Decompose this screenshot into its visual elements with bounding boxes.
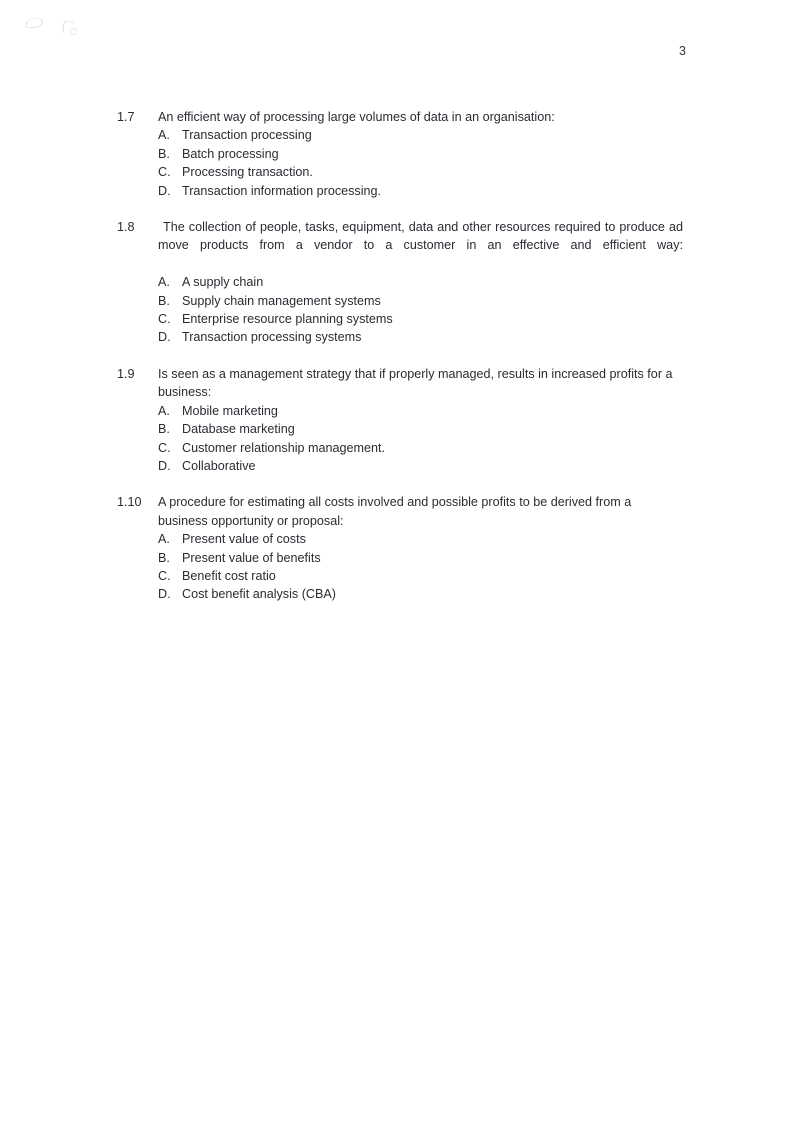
option-letter: A. <box>158 128 170 143</box>
scan-speck-icon <box>62 20 74 33</box>
question-block <box>117 108 683 200</box>
option-list <box>158 126 683 200</box>
option-text: Database marketing <box>182 422 295 437</box>
option-item[interactable] <box>158 328 683 346</box>
option-text: Transaction information processing. <box>182 183 382 198</box>
question-body <box>158 108 683 200</box>
option-text: Present value of benefits <box>182 550 321 565</box>
option-letter: D. <box>158 183 171 198</box>
option-text: Cost benefit analysis (CBA) <box>182 587 336 602</box>
option-item[interactable] <box>158 567 683 585</box>
option-text: Transaction processing systems <box>182 330 362 345</box>
option-item[interactable] <box>158 420 683 438</box>
option-item[interactable] <box>158 182 683 200</box>
question-body <box>158 493 683 603</box>
option-letter: C. <box>158 165 171 180</box>
option-letter: B. <box>158 146 170 161</box>
option-text: Customer relationship management. <box>182 440 386 455</box>
scan-smudge-icon <box>24 17 43 30</box>
option-item[interactable] <box>158 163 683 181</box>
option-text: Collaborative <box>182 458 256 473</box>
option-item[interactable] <box>158 457 683 475</box>
scan-dot-icon <box>70 28 77 35</box>
question-number: 1.8 <box>117 220 135 235</box>
option-item[interactable] <box>158 126 683 144</box>
question-number: 1.7 <box>117 110 135 124</box>
question-number: 1.9 <box>117 366 135 381</box>
option-item[interactable] <box>158 273 683 291</box>
option-text: Mobile marketing <box>182 403 278 418</box>
option-list <box>158 273 683 347</box>
question-stem: A procedure for estimating all costs involved and possible profits to be derived from a business opportunity or proposal: <box>158 495 632 528</box>
option-letter: B. <box>158 422 170 437</box>
option-item[interactable] <box>158 402 683 420</box>
option-item[interactable] <box>158 145 683 163</box>
question-block <box>117 218 683 347</box>
option-item[interactable] <box>158 439 683 457</box>
option-letter: A. <box>158 403 170 418</box>
option-text: Processing transaction. <box>182 165 313 180</box>
option-item[interactable] <box>158 292 683 310</box>
question-body <box>158 218 683 347</box>
option-letter: B. <box>158 550 170 565</box>
option-item[interactable] <box>158 585 683 603</box>
question-stem: Is seen as a management strategy that if properly managed, results in increased profits for a business: <box>158 366 673 400</box>
option-text: Transaction processing <box>182 128 312 143</box>
option-item[interactable] <box>158 310 683 328</box>
option-item[interactable] <box>158 530 683 548</box>
option-letter: D. <box>158 458 171 473</box>
option-letter: A. <box>158 275 170 290</box>
option-item[interactable] <box>158 549 683 567</box>
option-letter: C. <box>158 568 171 583</box>
question-body <box>158 365 683 475</box>
option-text: Batch processing <box>182 146 279 161</box>
option-text: Benefit cost ratio <box>182 568 276 583</box>
page-number: 3 <box>679 44 686 58</box>
option-text: Present value of costs <box>182 532 306 547</box>
option-letter: C. <box>158 440 171 455</box>
question-block <box>117 493 683 603</box>
option-letter: D. <box>158 330 171 345</box>
question-stem: The collection of people, tasks, equipment, data and other resources required to produce ad move products from a vendor to a customer in an effective and efficient way: <box>158 220 683 253</box>
option-list <box>158 402 683 476</box>
option-letter: A. <box>158 532 170 547</box>
question-stem: An efficient way of processing large volumes of data in an organisation: <box>158 110 555 124</box>
option-letter: D. <box>158 587 171 602</box>
option-letter: B. <box>158 293 170 308</box>
option-letter: C. <box>158 312 171 327</box>
question-block <box>117 365 683 475</box>
option-text: Enterprise resource planning systems <box>182 312 393 327</box>
question-list <box>117 108 683 604</box>
option-text: Supply chain management systems <box>182 293 381 308</box>
option-list <box>158 530 683 604</box>
question-number: 1.10 <box>117 495 142 510</box>
option-text: A supply chain <box>182 275 264 290</box>
